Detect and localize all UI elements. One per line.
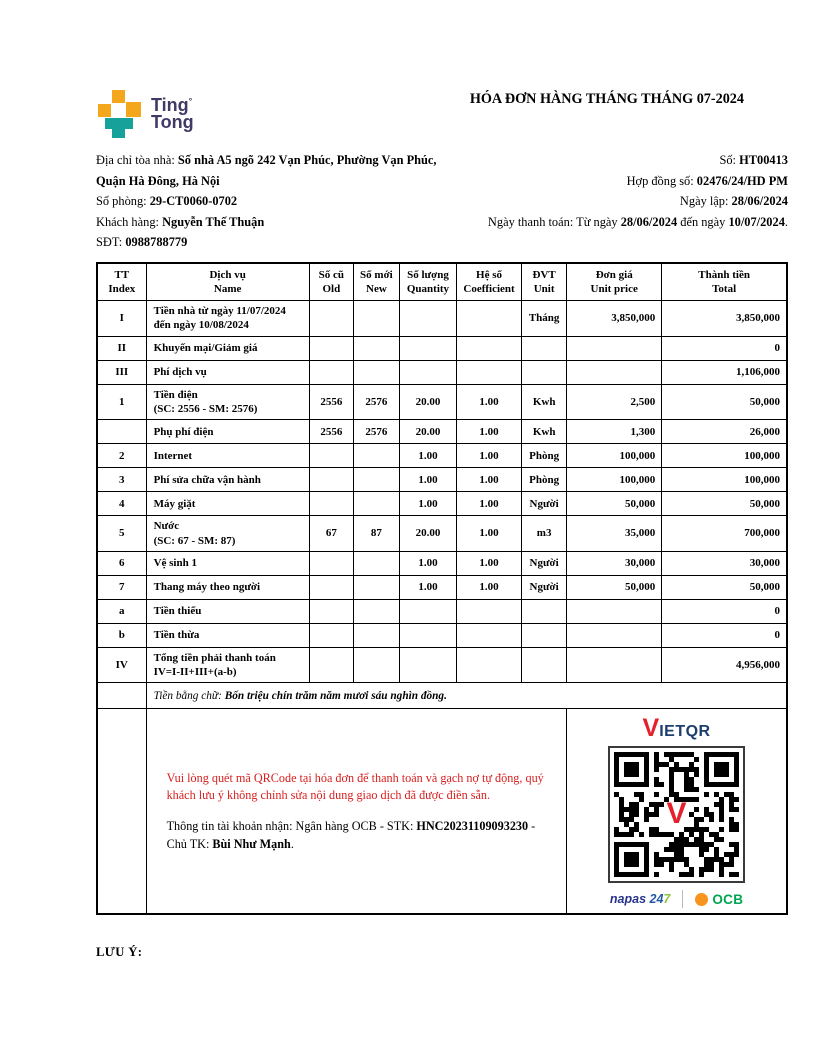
cell-coef: 1.00: [457, 551, 522, 575]
cell-qty: [399, 647, 456, 683]
cell-unit: Người: [522, 492, 567, 516]
cell-new: [353, 551, 399, 575]
cell-name: Internet: [146, 444, 309, 468]
table-row: [97, 551, 787, 575]
amount-in-words-row: [97, 683, 787, 709]
cell-old: [309, 647, 353, 683]
svg-text:V: V: [666, 797, 687, 831]
tingtong-logo-text: Ting° Tong: [151, 95, 194, 132]
invoice-info: [96, 150, 788, 253]
table-row: [97, 444, 787, 468]
cell-name: Phí sửa chữa vận hành: [146, 468, 309, 492]
cell-total: 50,000: [662, 492, 787, 516]
cell-unit: Phòng: [522, 444, 567, 468]
cell-tt: II: [97, 336, 146, 360]
table-row: [97, 516, 787, 552]
cell-tt: a: [97, 599, 146, 623]
cell-coef: [457, 301, 522, 337]
table-row: [97, 575, 787, 599]
cell-price: 100,000: [567, 468, 662, 492]
payment-row: [97, 709, 787, 915]
cell-old: [309, 551, 353, 575]
col-header-quantity: Số lượng Quantity: [399, 263, 456, 301]
table-row: [97, 647, 787, 683]
cell-coef: 1.00: [457, 492, 522, 516]
cell-name: Khuyến mại/Giảm giá: [146, 336, 309, 360]
cell-tt: 4: [97, 492, 146, 516]
cell-price: [567, 599, 662, 623]
cell-tt: b: [97, 623, 146, 647]
qr-payment-note: Vui lòng quét mã QRCode tại hóa đơn để thanh toán và gạch nợ tự động, quý khách lưu ý không chỉnh sửa nội dung giao dịch đã được điền sẵn.: [166, 771, 544, 803]
cell-price: 1,300: [567, 420, 662, 444]
cell-tt: 2: [97, 444, 146, 468]
cell-coef: [457, 360, 522, 384]
cell-coef: 1.00: [457, 575, 522, 599]
info-row: Số phòng: 29-CT0060-0702 Ngày lập: 28/06/2024: [96, 194, 788, 208]
cell-new: 2576: [353, 420, 399, 444]
cell-old: [309, 444, 353, 468]
cell-new: 87: [353, 516, 399, 552]
cell-tt: 5: [97, 516, 146, 552]
cell-unit: [522, 599, 567, 623]
table-row: [97, 420, 787, 444]
cell-tt: I: [97, 301, 146, 337]
cell-qty: [399, 360, 456, 384]
cell-total: 700,000: [662, 516, 787, 552]
cell-qty: 20.00: [399, 420, 456, 444]
cell-qty: [399, 599, 456, 623]
cell-coef: [457, 623, 522, 647]
table-row: [97, 301, 787, 337]
table-row: [97, 599, 787, 623]
cell-price: 100,000: [567, 444, 662, 468]
cell-total: 1,106,000: [662, 360, 787, 384]
col-header-index: TT Index: [97, 263, 146, 301]
cell-price: 30,000: [567, 551, 662, 575]
info-row: Quận Hà Đông, Hà Nội Hợp đồng số: 02476/24/HD PM: [96, 173, 788, 188]
vietqr-logo: VIETQR: [642, 714, 711, 743]
cell-coef: 1.00: [457, 516, 522, 552]
cell-unit: [522, 360, 567, 384]
cell-total: 100,000: [662, 444, 787, 468]
cell-unit: m3: [522, 516, 567, 552]
cell-name: Tiền nhà từ ngày 11/07/2024 đến ngày 10/08/2024: [146, 301, 309, 337]
cell-price: [567, 336, 662, 360]
cell-old: [309, 360, 353, 384]
cell-name: Tổng tiền phải thanh toán IV=I-II+III+(a-b): [146, 647, 309, 683]
cell-price: [567, 647, 662, 683]
cell-unit: [522, 336, 567, 360]
cell-name: Nước (SC: 67 - SM: 87): [146, 516, 309, 552]
cell-total: 50,000: [662, 575, 787, 599]
cell-tt: 3: [97, 468, 146, 492]
payment-instructions: [146, 709, 567, 915]
cell-new: [353, 492, 399, 516]
cell-total: 50,000: [662, 384, 787, 420]
invoice-header: [96, 90, 788, 138]
cell-qty: 1.00: [399, 575, 456, 599]
cell-name: Thang máy theo người: [146, 575, 309, 599]
cell-qty: 1.00: [399, 468, 456, 492]
cell-unit: [522, 647, 567, 683]
cell-old: [309, 468, 353, 492]
cell-unit: [522, 623, 567, 647]
cell-total: 0: [662, 623, 787, 647]
cell-coef: 1.00: [457, 468, 522, 492]
cell-qty: 20.00: [399, 384, 456, 420]
cell-new: [353, 360, 399, 384]
col-header-unit-price: Đơn giá Unit price: [567, 263, 662, 301]
cell-new: [353, 444, 399, 468]
cell-new: [353, 468, 399, 492]
cell-coef: 1.00: [457, 384, 522, 420]
cell-coef: 1.00: [457, 444, 522, 468]
cell-coef: [457, 599, 522, 623]
cell-qty: 1.00: [399, 551, 456, 575]
cell-total: 0: [662, 336, 787, 360]
cell-unit: Tháng: [522, 301, 567, 337]
table-row: [97, 336, 787, 360]
cell-qty: [399, 623, 456, 647]
cell-unit: Kwh: [522, 384, 567, 420]
cell-new: [353, 599, 399, 623]
cell-tt: 6: [97, 551, 146, 575]
table-header-row: [97, 263, 787, 301]
cell-new: [353, 647, 399, 683]
col-header-new: Số mới New: [353, 263, 399, 301]
cell-qty: 1.00: [399, 444, 456, 468]
amount-in-words: Tiền bằng chữ: Bốn triệu chín trăm năm mươi sáu nghìn đồng.: [146, 683, 787, 709]
cell-unit: Kwh: [522, 420, 567, 444]
qr-code: [608, 746, 745, 883]
cell-qty: 20.00: [399, 516, 456, 552]
cell-total: 0: [662, 599, 787, 623]
cell-name: Tiền điện (SC: 2556 - SM: 2576): [146, 384, 309, 420]
cell-old: [309, 623, 353, 647]
cell-qty: [399, 336, 456, 360]
table-row: [97, 384, 787, 420]
cell-coef: [457, 336, 522, 360]
cell-name: Phí dịch vụ: [146, 360, 309, 384]
cell-total: 3,850,000: [662, 301, 787, 337]
cell-new: [353, 301, 399, 337]
cell-price: 50,000: [567, 575, 662, 599]
cell-tt: 1: [97, 384, 146, 420]
cell-tt: [97, 709, 146, 915]
cell-old: [309, 301, 353, 337]
cell-new: [353, 623, 399, 647]
cell-price: 3,850,000: [567, 301, 662, 337]
info-row: SĐT: 0988788779: [96, 235, 188, 249]
ocb-logo: OCB: [695, 891, 743, 909]
col-header-old: Số cũ Old: [309, 263, 353, 301]
cell-name: Tiền thiếu: [146, 599, 309, 623]
logo-divider: [682, 890, 683, 908]
ocb-icon: [695, 893, 708, 906]
cell-price: 2,500: [567, 384, 662, 420]
cell-old: [309, 492, 353, 516]
cell-name: Phụ phí điện: [146, 420, 309, 444]
payment-network-logos: [571, 890, 782, 908]
cell-old: [309, 599, 353, 623]
tingtong-logo: [96, 90, 194, 138]
cell-unit: Người: [522, 551, 567, 575]
cell-tt: [97, 420, 146, 444]
table-row: [97, 623, 787, 647]
cell-total: 30,000: [662, 551, 787, 575]
info-row: Khách hàng: Nguyễn Thế Thuận Ngày thanh toán: Từ ngày 28/06/2024 đến ngày 10/07/2024.: [96, 214, 788, 229]
cell-coef: [457, 647, 522, 683]
cell-qty: [399, 301, 456, 337]
col-header-coefficient: Hệ số Coefficient: [457, 263, 522, 301]
cell-unit: Người: [522, 575, 567, 599]
cell-total: 4,956,000: [662, 647, 787, 683]
table-row: [97, 360, 787, 384]
notes-label: LƯU Ý:: [96, 945, 143, 960]
cell-old: 2556: [309, 420, 353, 444]
cell-unit: Phòng: [522, 468, 567, 492]
cell-name: Máy giặt: [146, 492, 309, 516]
cell-price: [567, 360, 662, 384]
cell-old: [309, 575, 353, 599]
cell-tt: III: [97, 360, 146, 384]
cell-name: Vệ sinh 1: [146, 551, 309, 575]
tingtong-logo-icon: [96, 90, 142, 138]
cell-new: [353, 575, 399, 599]
col-header-total: Thành tiền Total: [662, 263, 787, 301]
info-row: Địa chỉ tòa nhà: Số nhà A5 ngõ 242 Vạn Phúc, Phường Vạn Phúc, Số: HT00413: [96, 153, 788, 167]
vietqr-panel: [567, 709, 787, 915]
cell-new: 2576: [353, 384, 399, 420]
cell-total: 100,000: [662, 468, 787, 492]
cell-tt: 7: [97, 575, 146, 599]
cell-old: [309, 336, 353, 360]
cell-qty: 1.00: [399, 492, 456, 516]
cell-total: 26,000: [662, 420, 787, 444]
cell-coef: 1.00: [457, 420, 522, 444]
table-row: [97, 468, 787, 492]
cell-new: [353, 336, 399, 360]
account-info: Thông tin tài khoản nhận: Ngân hàng OCB - STK: HNC20231109093230 - Chủ TK: Bùi Như Mạnh.: [166, 819, 536, 851]
cell-old: 67: [309, 516, 353, 552]
cell-tt: [97, 683, 146, 709]
cell-name: Tiền thừa: [146, 623, 309, 647]
napas-logo: napas 247: [609, 892, 671, 907]
cell-price: 50,000: [567, 492, 662, 516]
invoice-title: HÓA ĐƠN HÀNG THÁNG THÁNG 07-2024: [469, 91, 744, 107]
table-row: [97, 492, 787, 516]
cell-price: [567, 623, 662, 647]
invoice-table: [96, 262, 788, 916]
cell-old: 2556: [309, 384, 353, 420]
cell-price: 35,000: [567, 516, 662, 552]
col-header-name: Dịch vụ Name: [146, 263, 309, 301]
col-header-unit: ĐVT Unit: [522, 263, 567, 301]
cell-tt: IV: [97, 647, 146, 683]
